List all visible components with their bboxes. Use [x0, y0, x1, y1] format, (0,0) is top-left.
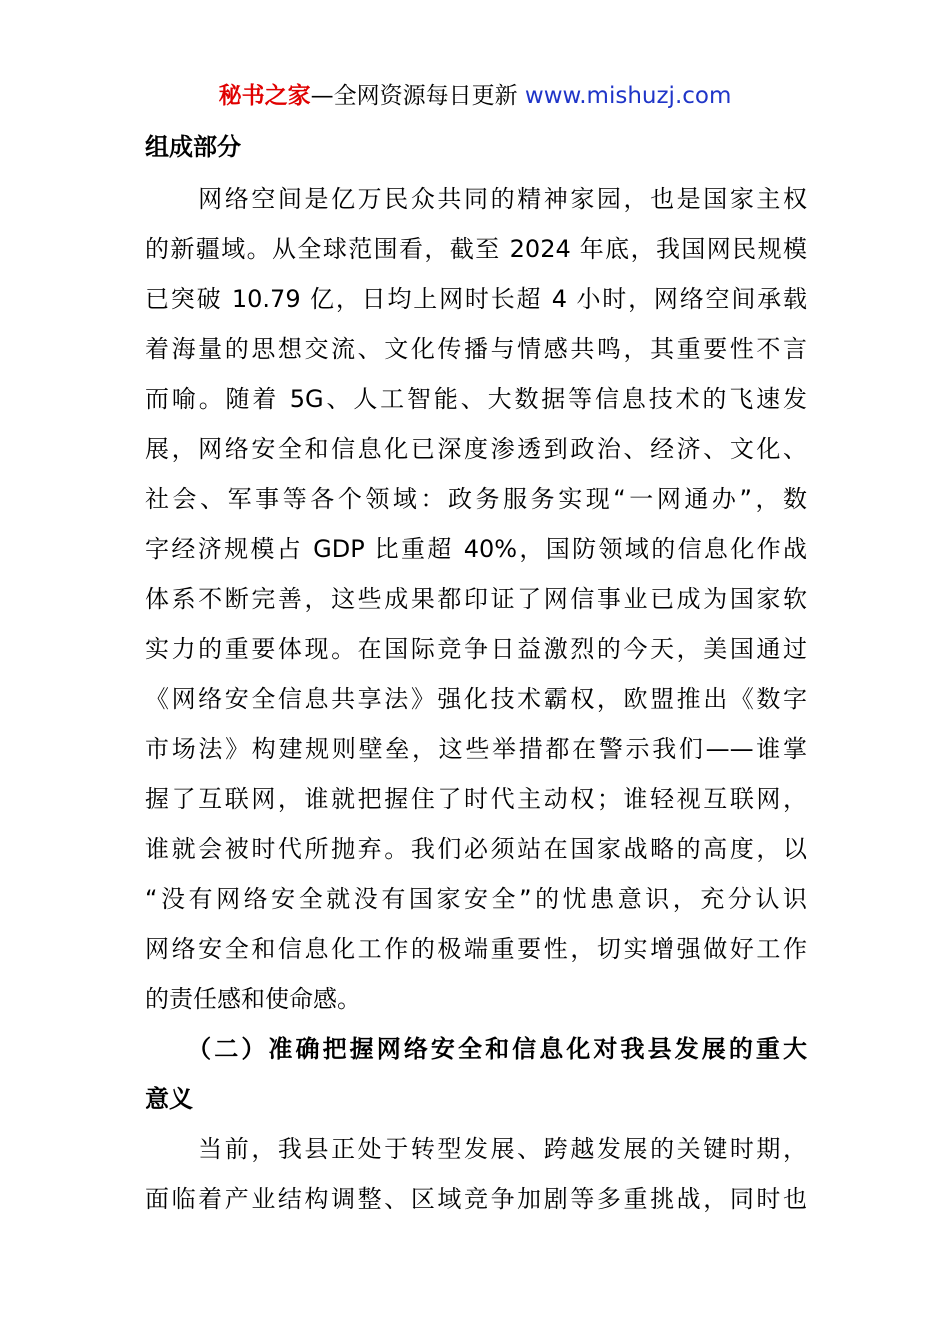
body-paragraph-1 — [145, 174, 807, 1024]
paragraph-line: 网络安全和信息化工作的极端重要性，切实增强做好工作 — [145, 935, 807, 963]
paragraph-line: “没有网络安全就没有国家安全”的忧患意识，充分认识 — [145, 885, 807, 913]
site-brand: 秘书之家 — [218, 83, 311, 109]
page-header — [0, 80, 950, 112]
subsection-heading — [145, 1024, 807, 1124]
paragraph-line: 社会、军事等各个领域：政务服务实现“一网通办”，数 — [145, 485, 807, 513]
heading-line: 意义 — [145, 1085, 193, 1113]
site-url[interactable]: www.mishuzj.com — [524, 83, 732, 109]
document-body — [145, 130, 807, 1224]
paragraph-line: 市场法》构建规则壁垒，这些举措都在警示我们——谁掌 — [145, 735, 807, 763]
paragraph-line: 握了互联网，谁就把握住了时代主动权；谁轻视互联网， — [145, 785, 807, 813]
paragraph-line: 字经济规模占 GDP 比重超 40%，国防领域的信息化作战 — [145, 535, 807, 563]
paragraph-line: 实力的重要体现。在国际竞争日益激烈的今天，美国通过 — [145, 635, 807, 663]
site-tagline: —全网资源每日更新 — [310, 83, 525, 109]
body-paragraph-2 — [145, 1124, 807, 1224]
paragraph-line: 着海量的思想交流、文化传播与情感共鸣，其重要性不言 — [145, 335, 807, 363]
paragraph-line: 网络空间是亿万民众共同的精神家园，也是国家主权 — [145, 185, 807, 213]
section-heading: 组成部分 — [145, 133, 241, 161]
paragraph-line: 面临着产业结构调整、区域竞争加剧等多重挑战，同时也 — [145, 1185, 807, 1213]
paragraph-line: 体系不断完善，这些成果都印证了网信事业已成为国家软 — [145, 585, 807, 613]
paragraph-line: 的责任感和使命感。 — [145, 985, 361, 1013]
paragraph-line: 展，网络安全和信息化已深度渗透到政治、经济、文化、 — [145, 435, 807, 463]
heading-line: （二）准确把握网络安全和信息化对我县发展的重大 — [145, 1035, 807, 1063]
paragraph-line: 的新疆域。从全球范围看，截至 2024 年底，我国网民规模 — [145, 235, 807, 263]
paragraph-line: 《网络安全信息共享法》强化技术霸权，欧盟推出《数字 — [145, 685, 807, 713]
paragraph-line: 谁就会被时代所抛弃。我们必须站在国家战略的高度，以 — [145, 835, 807, 863]
paragraph-line: 当前，我县正处于转型发展、跨越发展的关键时期， — [145, 1135, 807, 1163]
paragraph-line: 已突破 10.79 亿，日均上网时长超 4 小时，网络空间承载 — [145, 285, 807, 313]
paragraph-line: 而喻。随着 5G、人工智能、大数据等信息技术的飞速发 — [145, 385, 807, 413]
